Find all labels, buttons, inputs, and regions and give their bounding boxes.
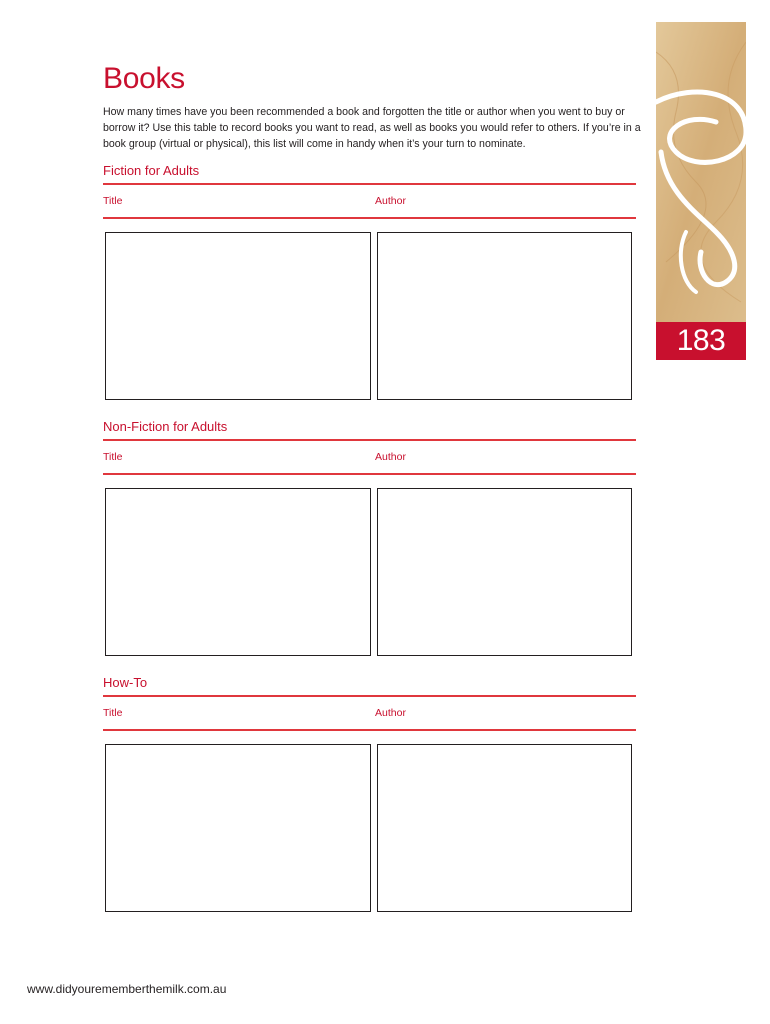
section-fiction	[103, 162, 636, 402]
column-author-label: Author	[375, 707, 406, 719]
column-title-label: Title	[103, 707, 123, 719]
header-divider	[103, 217, 636, 219]
section-how-to	[103, 674, 636, 914]
title-entry-box[interactable]	[105, 744, 371, 912]
column-header-row	[103, 441, 636, 473]
section-non-fiction	[103, 418, 636, 658]
section-title: How-To	[103, 675, 148, 690]
author-entry-box[interactable]	[377, 744, 632, 912]
header-divider	[103, 729, 636, 731]
column-title-label: Title	[103, 195, 123, 207]
title-entry-box[interactable]	[105, 232, 371, 400]
chapter-tab	[656, 22, 746, 360]
header-divider	[103, 473, 636, 475]
author-entry-box[interactable]	[377, 488, 632, 656]
section-title: Fiction for Adults	[103, 163, 200, 178]
footer-url[interactable]: www.didyourememberthemilk.com.au	[27, 982, 227, 996]
column-header-row	[103, 697, 636, 729]
column-author-label: Author	[375, 195, 406, 207]
page-number: 183	[656, 322, 746, 360]
title-entry-box[interactable]	[105, 488, 371, 656]
column-header-row	[103, 185, 636, 217]
column-author-label: Author	[375, 451, 406, 463]
entry-boxes	[103, 232, 636, 402]
entry-boxes	[103, 488, 636, 658]
decorative-tab-art	[656, 22, 746, 322]
section-title: Non-Fiction for Adults	[103, 419, 228, 434]
column-title-label: Title	[103, 451, 123, 463]
intro-paragraph: How many times have you been recommended a book and forgotten the title or author when you went to buy or borrow it? Use this table to record books you want to read, as well as books you would refer to others. If you’re in a book group (virtual or physical), this list will come in handy when it’s your turn to nominate.	[103, 106, 641, 150]
author-entry-box[interactable]	[377, 232, 632, 400]
entry-boxes	[103, 744, 636, 914]
page-title: Books	[103, 62, 185, 95]
